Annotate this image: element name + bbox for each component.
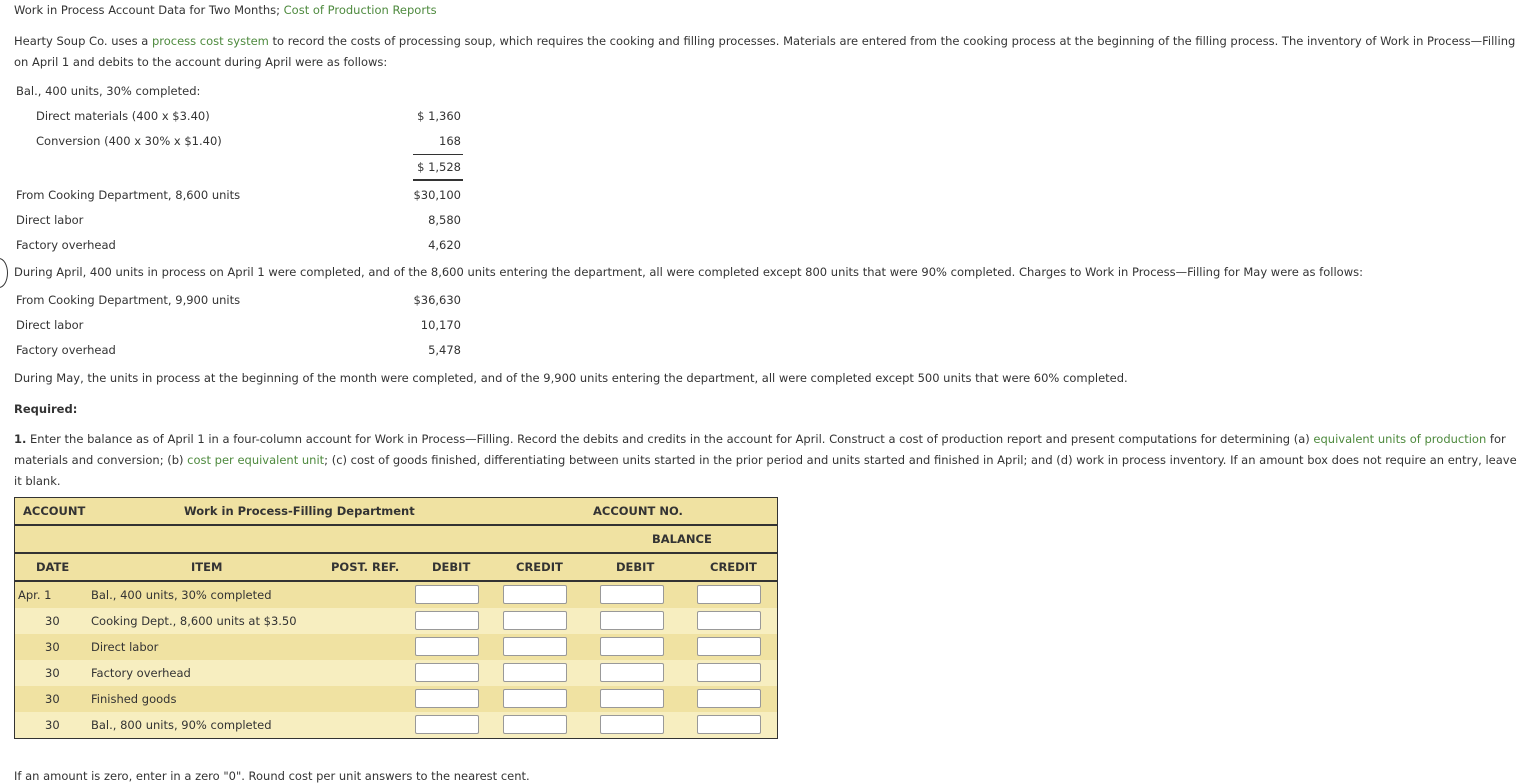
- account-label: ACCOUNT: [23, 504, 86, 518]
- balance-credit-input[interactable]: [697, 663, 761, 682]
- april-direct-labor-label: Direct labor: [16, 213, 84, 227]
- direct-materials-value: $ 1,360: [417, 109, 461, 123]
- may-factory-overhead-value: 5,478: [428, 343, 461, 357]
- credit-input[interactable]: [503, 637, 567, 656]
- row-date: 30: [45, 640, 60, 654]
- q1-text-b: for materials and conversion; (b): [14, 432, 1506, 467]
- cost-of-production-reports-link[interactable]: Cost of Production Reports: [283, 3, 437, 17]
- row-item: Cooking Dept., 8,600 units at $3.50: [91, 614, 297, 628]
- header-debit: DEBIT: [432, 560, 471, 574]
- header-item: ITEM: [191, 560, 223, 574]
- conversion-value: 168: [439, 134, 461, 148]
- margin-circle-mark: [0, 258, 8, 288]
- may-cooking-label: From Cooking Department, 9,900 units: [16, 293, 241, 307]
- account-no-label: ACCOUNT NO.: [593, 504, 683, 518]
- debit-input[interactable]: [415, 689, 479, 708]
- subtotal-rule: [413, 154, 463, 155]
- april-bal-label: Bal., 400 units, 30% completed:: [16, 84, 201, 98]
- header-post-ref: POST. REF.: [331, 560, 400, 574]
- may-factory-overhead-label: Factory overhead: [16, 343, 116, 357]
- row-item: Bal., 400 units, 30% completed: [91, 588, 272, 602]
- header-balance-debit: DEBIT: [616, 560, 655, 574]
- row-item: Finished goods: [91, 692, 177, 706]
- footer-note: If an amount is zero, enter in a zero "0". Round cost per unit answers to the nearest cent.: [14, 769, 530, 783]
- table-row: [15, 582, 777, 608]
- credit-input[interactable]: [503, 663, 567, 682]
- page-title: [14, 3, 437, 17]
- april-factory-overhead-value: 4,620: [428, 238, 461, 252]
- credit-input[interactable]: [503, 689, 567, 708]
- april-cooking-label: From Cooking Department, 8,600 units: [16, 188, 241, 202]
- row-date: 30: [45, 614, 60, 628]
- intro-text-a: Hearty Soup Co. uses a: [14, 34, 152, 48]
- balance-debit-input[interactable]: [600, 637, 664, 656]
- row-item: Bal., 800 units, 90% completed: [91, 718, 272, 732]
- row-item: Factory overhead: [91, 666, 191, 680]
- header-date: DATE: [36, 560, 70, 574]
- may-direct-labor-value: 10,170: [420, 318, 461, 332]
- debit-input[interactable]: [415, 715, 479, 734]
- debit-input[interactable]: [415, 611, 479, 630]
- header-credit: CREDIT: [516, 560, 563, 574]
- row-item: Direct labor: [91, 640, 159, 654]
- credit-input[interactable]: [503, 585, 567, 604]
- balance-credit-input[interactable]: [697, 715, 761, 734]
- table-row: [15, 686, 777, 712]
- table-row: [15, 660, 777, 686]
- table-row: [15, 608, 777, 634]
- april-summary: During April, 400 units in process on April 1 were completed, and of the 8,600 units entering the department, all were completed except 800 units that were 90% completed. Charges to Work in Process—Filling for May were as follows:: [14, 265, 1363, 279]
- credit-input[interactable]: [503, 611, 567, 630]
- balance-credit-input[interactable]: [697, 611, 761, 630]
- april-direct-labor-value: 8,580: [428, 213, 461, 227]
- credit-input[interactable]: [503, 715, 567, 734]
- row-date: 30: [45, 692, 60, 706]
- balance-debit-input[interactable]: [600, 585, 664, 604]
- balance-debit-input[interactable]: [600, 611, 664, 630]
- debit-input[interactable]: [415, 663, 479, 682]
- april-factory-overhead-label: Factory overhead: [16, 238, 116, 252]
- equivalent-units-link[interactable]: equivalent units of production: [1313, 432, 1487, 446]
- required-label: Required:: [14, 402, 78, 416]
- account-name: Work in Process-Filling Department: [184, 504, 415, 518]
- title-text: Work in Process Account Data for Two Months;: [14, 3, 284, 17]
- question-1-number: 1.: [14, 432, 27, 446]
- balance-debit-input[interactable]: [600, 663, 664, 682]
- q1-text-c: ; (c) cost of goods finished, differentiating between units started in the prior period and units started and finished in April; and (d) work in process inventory. If an amount box does not require an entry, leave it blank.: [14, 453, 1517, 488]
- cost-per-equivalent-unit-link[interactable]: cost per equivalent unit: [187, 453, 325, 467]
- april-cooking-value: $30,100: [413, 188, 461, 202]
- balance-debit-input[interactable]: [600, 715, 664, 734]
- row-date: 30: [45, 666, 60, 680]
- question-1: [14, 429, 1524, 492]
- direct-materials-label: Direct materials (400 x $3.40): [36, 109, 210, 123]
- table-row: [15, 634, 777, 660]
- table-row: [15, 712, 777, 738]
- total-double-rule: [413, 179, 463, 181]
- may-cooking-value: $36,630: [413, 293, 461, 307]
- process-cost-system-link[interactable]: process cost system: [151, 34, 269, 48]
- debit-input[interactable]: [415, 637, 479, 656]
- may-direct-labor-label: Direct labor: [16, 318, 84, 332]
- q1-text-a: Enter the balance as of April 1 in a four-column account for Work in Process—Filling. Record the debits and credits in the account for April. Construct a cost of production report and present computations for determining (a): [26, 432, 1314, 446]
- balance-debit-input[interactable]: [600, 689, 664, 708]
- balance-label: BALANCE: [652, 532, 712, 546]
- debit-input[interactable]: [415, 585, 479, 604]
- subtotal-value: $ 1,528: [417, 160, 461, 174]
- balance-credit-input[interactable]: [697, 689, 761, 708]
- row-date: 30: [45, 718, 60, 732]
- header-balance-credit: CREDIT: [710, 560, 757, 574]
- intro-text-b: to record the costs of processing soup, which requires the cooking and filling processes. Materials are entered from the cooking process at the beginning of the filling process. The inventory of Work in Process—Filling on April 1 and debits to the account during April were as follows:: [14, 34, 1516, 69]
- balance-credit-input[interactable]: [697, 585, 761, 604]
- intro-paragraph: [14, 31, 1524, 73]
- row-date: Apr. 1: [18, 588, 52, 602]
- ledger-account-table: [14, 497, 778, 739]
- conversion-label: Conversion (400 x 30% x $1.40): [36, 134, 222, 148]
- balance-credit-input[interactable]: [697, 637, 761, 656]
- may-summary: During May, the units in process at the beginning of the month were completed, and of the 9,900 units entering the department, all were completed except 500 units that were 60% completed.: [14, 371, 1128, 385]
